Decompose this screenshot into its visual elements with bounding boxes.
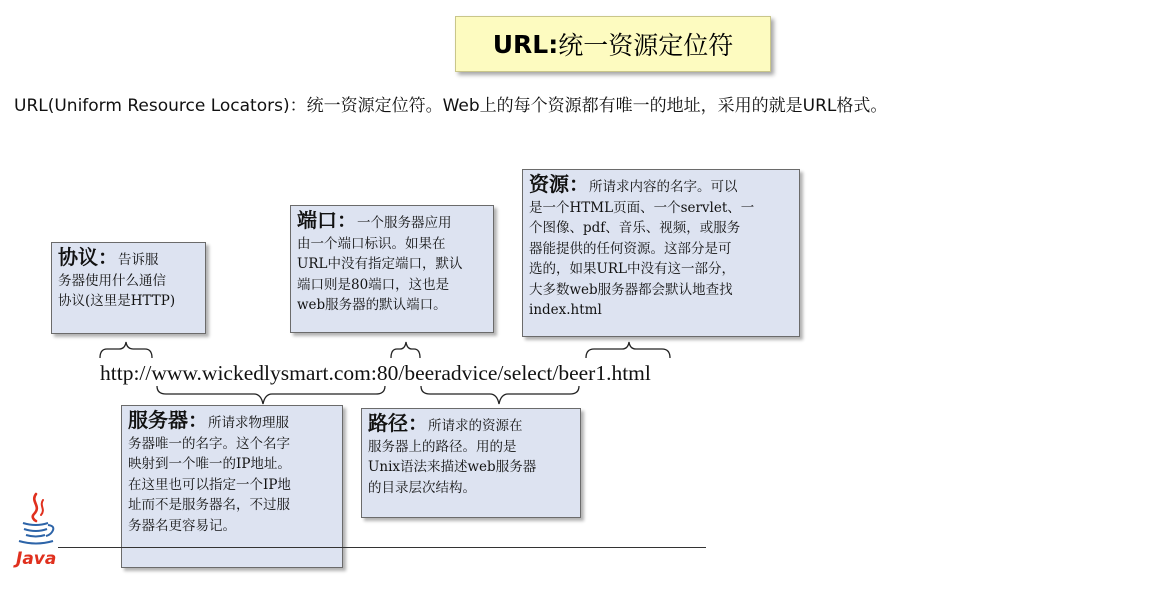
path-note-line2: 服务器上的路径。用的是 [368, 438, 517, 455]
resource-brace [586, 342, 670, 358]
resource-note-line7: index.html [529, 302, 602, 318]
port-note-line2: 由一个端口标识。如果在 [297, 235, 446, 252]
resource-note-text1: 所请求内容的名字。可以 [589, 179, 738, 195]
title-prefix: URL: [492, 29, 559, 59]
server-brace [157, 386, 385, 404]
resource-note-line3: 个图像、pdf、音乐、视频，或服务 [529, 220, 741, 236]
resource-note-line4: 器能提供的任何资源。这部分是可 [529, 240, 732, 257]
port-note-text1: 一个服务器应用 [357, 215, 452, 231]
java-coffee-cup-icon [12, 492, 62, 572]
resource-note-line5: 选的，如果URL中没有这一部分， [529, 261, 736, 277]
port-note-line4: 端口则是80端口，这也是 [297, 276, 450, 293]
resource-note-line2: 是一个HTML页面、一个servlet、一 [529, 199, 755, 216]
protocol-note-line2: 务器使用什么通信 [58, 272, 166, 289]
divider-line [58, 547, 706, 548]
resource-note-head: 资源： [529, 172, 589, 196]
protocol-brace [100, 342, 152, 358]
path-brace [421, 386, 579, 404]
path-note-head: 路径： [368, 411, 428, 435]
server-note-line4: 在这里也可以指定一个IP地 [128, 476, 291, 493]
protocol-note-line3: 协议(这里是HTTP) [58, 293, 176, 309]
protocol-note-head: 协议： [58, 245, 118, 269]
server-note-line6: 务器名更容易记。 [128, 517, 236, 534]
protocol-note-text1: 告诉服 [118, 252, 159, 268]
server-note-line2: 务器唯一的名字。这个名字 [128, 435, 290, 452]
example-url: http://www.wickedlysmart.com:80/beeradvice/select/beer1.html [100, 361, 651, 385]
java-logo [12, 492, 62, 576]
title-text: 统一资源定位符 [558, 31, 734, 60]
port-note-line5: web服务器的默认端口。 [297, 297, 447, 313]
path-note-text1: 所请求的资源在 [428, 418, 523, 434]
intro-text: URL(Uniform Resource Locators)：统一资源定位符。Web上的每个资源都有唯一的地址，采用的就是URL格式。 [14, 96, 888, 116]
path-note-line3: Unix语法来描述web服务器 [368, 459, 537, 475]
port-note-line3: URL中没有指定端口，默认 [297, 256, 463, 272]
server-note-head: 服务器： [128, 408, 208, 432]
port-brace [391, 342, 420, 358]
port-note-head: 端口： [297, 208, 357, 232]
server-note-line3: 映射到一个唯一的IP地址。 [128, 456, 291, 472]
server-note-text1: 所请求物理服 [208, 415, 289, 431]
java-logo-text: Java [16, 549, 57, 569]
server-note-line5: 址而不是服务器名，不过服 [128, 497, 290, 513]
resource-note-line6: 大多数web服务器都会默认地查找 [529, 281, 733, 298]
path-note-line4: 的目录层次结构。 [368, 479, 476, 496]
